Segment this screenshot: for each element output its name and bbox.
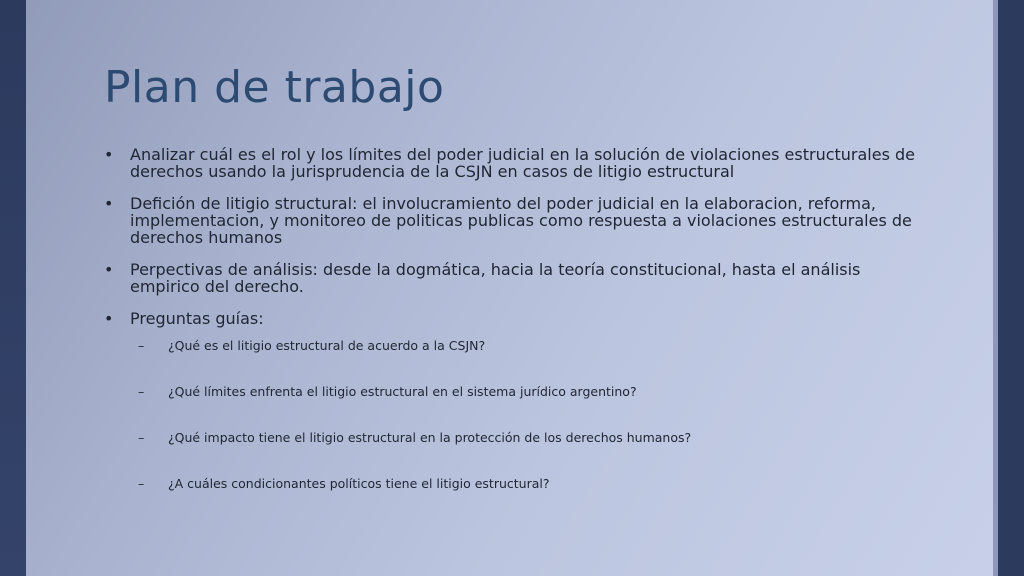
bullet-item xyxy=(104,310,924,327)
bullet-marker: • xyxy=(104,194,114,213)
sub-bullet-marker: – xyxy=(138,430,145,445)
bullet-marker: • xyxy=(104,309,114,328)
left-accent-bar xyxy=(0,0,26,576)
bullet-item xyxy=(104,261,924,295)
right-accent-bar xyxy=(998,0,1024,576)
sub-bullet-item xyxy=(104,338,924,354)
bullet-text: Analizar cuál es el rol y los límites del poder judicial en la solución de violaciones estructurales de derechos usando la jurisprudencia de la CSJN en casos de litigio estructural xyxy=(130,145,916,181)
sub-bullet-text: ¿Qué límites enfrenta el litigio estructural en el sistema jurídico argentino? xyxy=(168,384,637,399)
bullet-text: Perpectivas de análisis: desde la dogmática, hacia la teoría constitucional, hasta el análisis empirico del derecho. xyxy=(130,260,861,296)
sub-bullet-marker: – xyxy=(138,338,145,353)
sub-bullet-marker: – xyxy=(138,476,145,491)
sub-bullet-item xyxy=(104,384,924,400)
bullet-text: Defición de litigio structural: el involucramiento del poder judicial en la elaboracion, reforma, implementacion, y monitoreo de politicas publicas como respuesta a violaciones estructurales de derechos humanos xyxy=(130,194,912,247)
bullet-item xyxy=(104,195,924,246)
bullet-marker: • xyxy=(104,145,114,164)
sub-bullet-text: ¿A cuáles condicionantes políticos tiene el litigio estructural? xyxy=(168,476,550,491)
bullet-item xyxy=(104,146,924,180)
sub-bullet-text: ¿Qué es el litigio estructural de acuerdo a la CSJN? xyxy=(168,338,486,353)
sub-bullet-marker: – xyxy=(138,384,145,399)
bullet-text: Preguntas guías: xyxy=(130,309,264,328)
sub-bullet-item xyxy=(104,430,924,446)
slide-content xyxy=(104,146,924,526)
sub-bullet-item xyxy=(104,476,924,492)
slide-title: Plan de trabajo xyxy=(104,62,445,113)
bullet-marker: • xyxy=(104,260,114,279)
sub-bullet-text: ¿Qué impacto tiene el litigio estructural en la protección de los derechos humanos? xyxy=(168,430,692,445)
